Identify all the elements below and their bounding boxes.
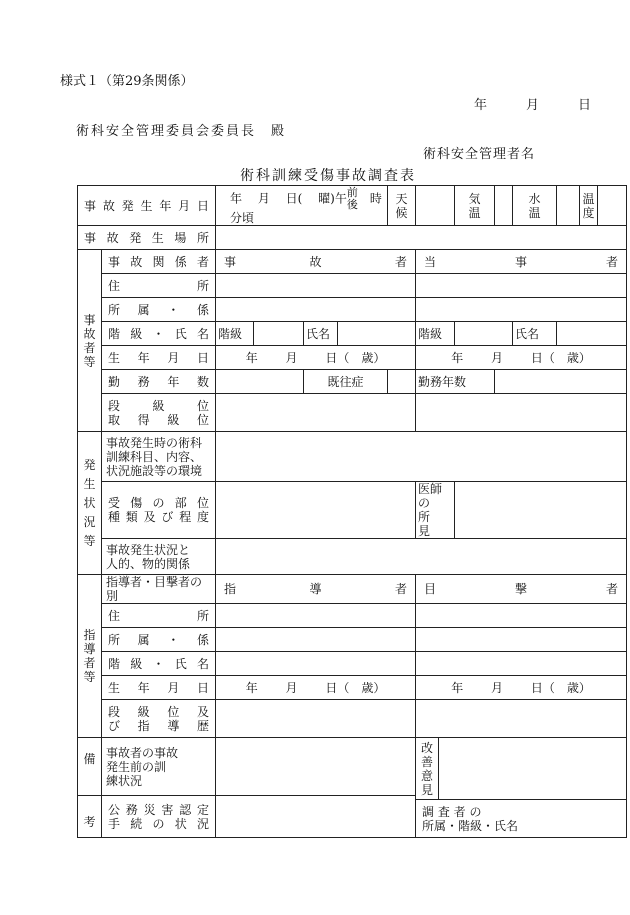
prior-training-label: 事故者の事故 発生前の訓 練状況 <box>102 738 216 796</box>
witness-rank-name-field[interactable] <box>416 652 627 676</box>
party-victim-header: 事 故 者 <box>216 250 416 274</box>
accident-date-label: 事故発生年月日 <box>78 186 216 226</box>
witness-header: 目 撃 者 <box>416 575 627 604</box>
weather-label: 天 候 <box>388 186 416 226</box>
victim-affiliation-field[interactable] <box>216 298 416 322</box>
reporter-name-label: 術科安全管理者名 <box>423 147 536 162</box>
accident-place-field[interactable] <box>216 226 627 250</box>
instructor-header: 指 導 者 <box>216 575 416 604</box>
relation-context-label: 事故発生状況と 人的、物的関係 <box>102 539 216 575</box>
victim-service-field[interactable] <box>216 370 304 394</box>
other-name-label: 氏名 <box>513 322 557 346</box>
victim-name-label: 氏名 <box>304 322 338 346</box>
disaster-cert-label: 公務災害認定 手続の状況 <box>102 796 216 838</box>
water-temp-label: 水 温 <box>513 186 557 226</box>
other-service-label: 勤務年数 <box>416 370 495 394</box>
instructor-affiliation-field[interactable] <box>216 628 416 652</box>
instructor-rank-name-label: 階級・氏名 <box>102 652 216 676</box>
witness-affiliation-field[interactable] <box>416 628 627 652</box>
accident-date-field[interactable]: 年 月 日( 曜)午前 後 時 分頃 <box>216 186 388 226</box>
instructor-address-field[interactable] <box>216 604 416 628</box>
remarks-side-label-top: 備 <box>78 738 102 796</box>
addressee: 術科安全管理委員会委員長 殿 <box>76 124 287 139</box>
doctor-opinion-field[interactable] <box>455 482 627 539</box>
victim-service-label: 勤務年数 <box>102 370 216 394</box>
instructor-grade-field[interactable] <box>216 700 416 738</box>
victim-rank-label: 階級 <box>216 322 254 346</box>
victim-grade-field[interactable] <box>216 394 416 432</box>
instructor-rank-name-field[interactable] <box>216 652 416 676</box>
instructor-affiliation-label: 所属・係 <box>102 628 216 652</box>
accident-survey-form <box>77 185 627 838</box>
air-temp-field[interactable] <box>495 186 513 226</box>
disaster-cert-field[interactable] <box>216 796 416 838</box>
other-rank-label: 階級 <box>416 322 455 346</box>
other-grade-field[interactable] <box>416 394 627 432</box>
victim-section-side-label: 事 故 者 等 <box>78 250 102 432</box>
training-context-label: 事故発生時の術科 訓練科目、内容、 状況施設等の環境 <box>102 432 216 482</box>
party-other-header: 当 事 者 <box>416 250 627 274</box>
investigator-field[interactable]: 調 査 者 の 所属・階級・氏名 <box>416 800 627 838</box>
victim-grade-label: 段級位 取得級位 <box>102 394 216 432</box>
air-temp-label: 気 温 <box>455 186 495 226</box>
victim-affiliation-label: 所属・係 <box>102 298 216 322</box>
other-service-field[interactable] <box>495 370 627 394</box>
improvement-opinion-field[interactable] <box>439 738 627 800</box>
other-birth-field[interactable]: 年 月 日（ 歳） <box>416 346 627 370</box>
medical-history-field[interactable] <box>388 370 416 394</box>
investigator-label: 調 査 者 の <box>422 804 482 819</box>
victim-address-label: 住所 <box>102 274 216 298</box>
victim-rank-name-label: 階級・氏名 <box>102 322 216 346</box>
situation-section-side-label: 発 生 状 況 等 <box>78 432 102 575</box>
other-affiliation-field[interactable] <box>416 298 627 322</box>
pm-label: 後 <box>346 197 358 211</box>
humidity-field[interactable] <box>598 186 627 226</box>
am-label: 前 <box>346 185 358 199</box>
victim-name-field[interactable] <box>338 322 416 346</box>
victim-birth-field[interactable]: 年 月 日（ 歳） <box>216 346 416 370</box>
humidity-label: 温 度 <box>580 186 598 226</box>
medical-history-label: 既往症 <box>304 370 388 394</box>
injury-field[interactable] <box>216 482 416 539</box>
improvement-opinion-label: 改 善 意 見 <box>416 738 439 800</box>
relation-context-field[interactable] <box>216 539 627 575</box>
instructor-birth-label: 生年月日 <box>102 676 216 700</box>
victim-address-field[interactable] <box>216 274 416 298</box>
witness-grade-field[interactable] <box>416 700 627 738</box>
training-context-field[interactable] <box>216 432 627 482</box>
victim-rank-field[interactable] <box>254 322 304 346</box>
instructor-section-side-label: 指 導 者 等 <box>78 575 102 738</box>
water-temp-field[interactable] <box>557 186 580 226</box>
instructor-grade-label: 段級位及 び指導歴 <box>102 700 216 738</box>
witness-address-field[interactable] <box>416 604 627 628</box>
weather-field[interactable] <box>416 186 455 226</box>
relation-label: 事故関係者 <box>102 250 216 274</box>
injury-label: 受傷の部位 種類及び程度 <box>102 482 216 539</box>
victim-birth-label: 生年月日 <box>102 346 216 370</box>
doctor-opinion-label: 医師の 所 見 <box>416 482 455 539</box>
instructor-address-label: 住所 <box>102 604 216 628</box>
form-number: 様式１（第29条関係） <box>60 74 194 89</box>
instructor-birth-field[interactable]: 年 月 日（ 歳） <box>216 676 416 700</box>
instructor-witness-label: 指導者・目撃者の別 <box>102 575 216 604</box>
accident-place-label: 事故発生場所 <box>78 226 216 250</box>
other-rank-field[interactable] <box>455 322 513 346</box>
other-name-field[interactable] <box>557 322 627 346</box>
other-address-field[interactable] <box>416 274 627 298</box>
form-title: 術科訓練受傷事故調査表 <box>240 168 416 184</box>
remarks-side-label-bottom: 考 <box>78 796 102 838</box>
report-date-line: 年 月 日 <box>474 98 592 113</box>
witness-birth-field[interactable]: 年 月 日（ 歳） <box>416 676 627 700</box>
prior-training-field[interactable] <box>216 738 416 796</box>
